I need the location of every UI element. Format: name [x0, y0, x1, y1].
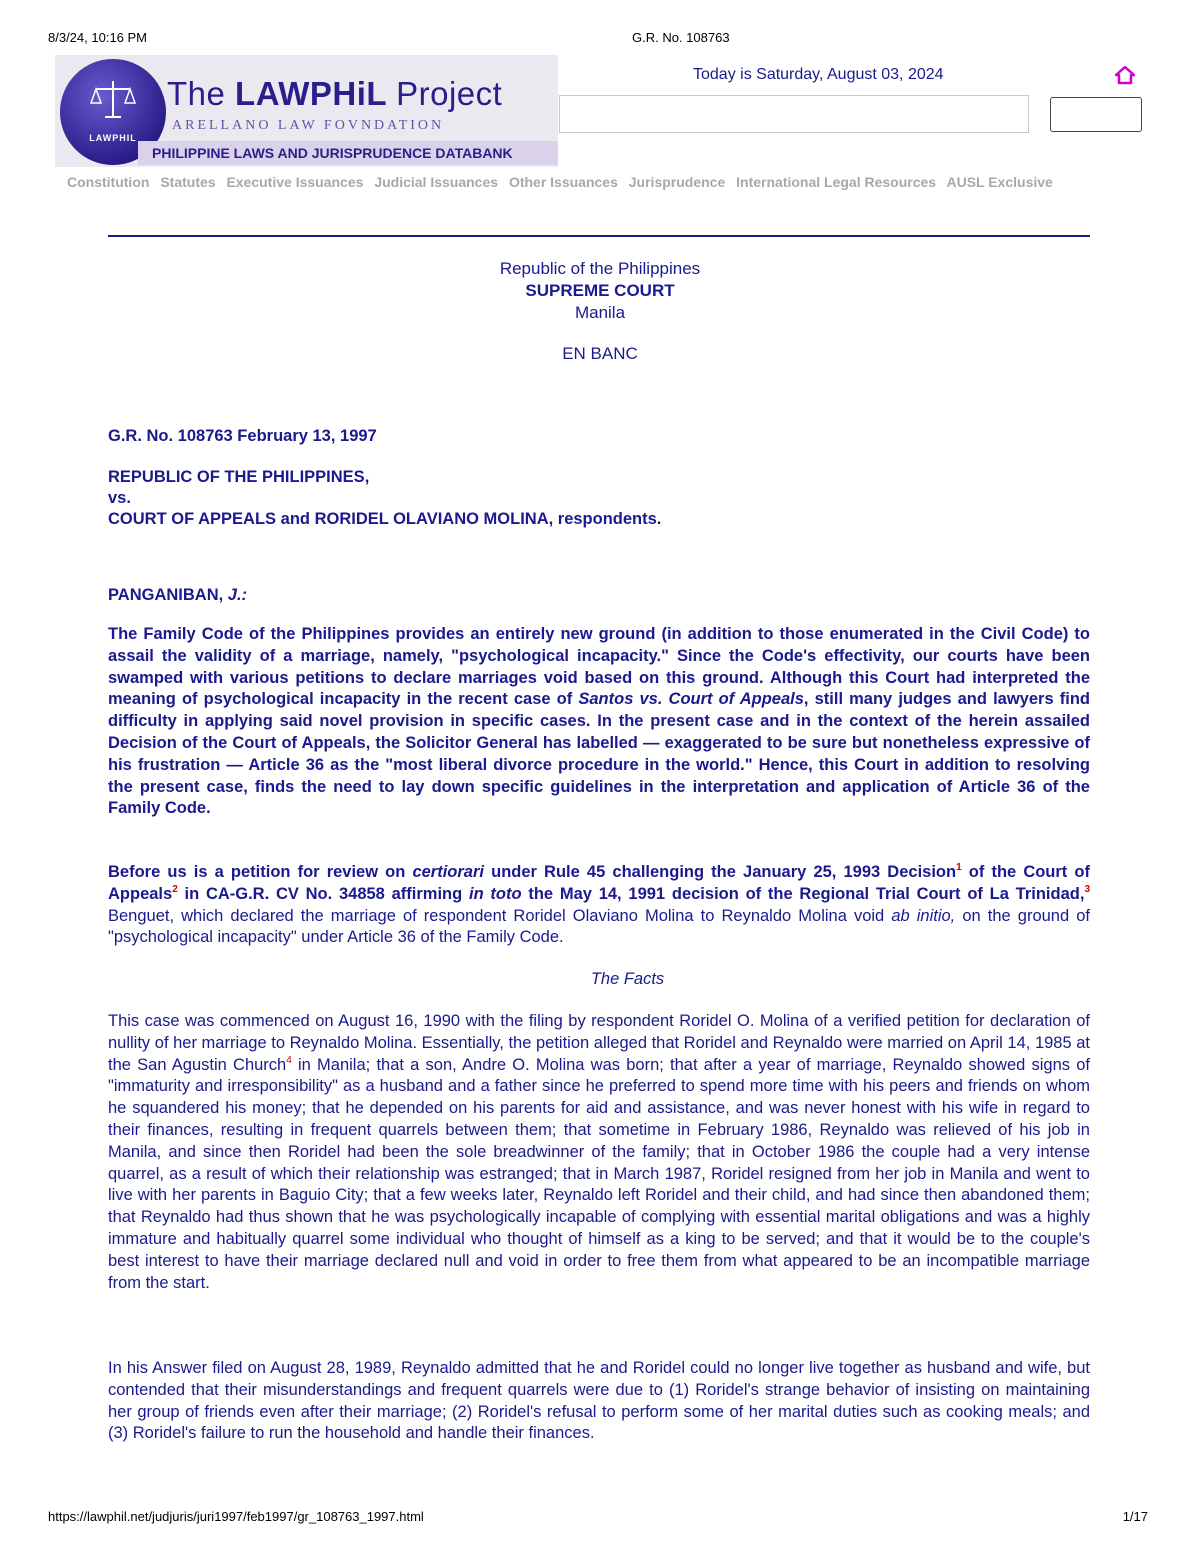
seal-label: LAWPHIL: [89, 133, 137, 143]
site-subtitle: ARELLANO LAW FOVNDATION: [172, 118, 445, 133]
footnote-2-link[interactable]: 2: [172, 883, 178, 895]
court-republic: Republic of the Philippines: [499, 259, 701, 278]
lawphil-banner[interactable]: [55, 55, 558, 167]
nav-jurisprudence[interactable]: Jurisprudence: [628, 174, 726, 190]
site-title: [167, 75, 502, 113]
print-page-number: 1/17: [1122, 1509, 1148, 1524]
title-the: The: [167, 75, 226, 112]
nav-other-issuances[interactable]: Other Issuances: [508, 174, 618, 190]
case-petitioner: REPUBLIC OF THE PHILIPPINES,: [108, 468, 370, 486]
footnote-1-link[interactable]: 1: [956, 862, 962, 873]
nav-international-legal-resources[interactable]: International Legal Resources: [736, 174, 937, 190]
paragraph-facts: This case was commenced on August 16, 1990 with the filing by respondent Roridel O. Molina of a verified petition for declaration of nullity of her marriage to Reynaldo Molina. Essentially, the petition alleged that Roridel and Reynaldo were married on April 14, 1985 at the San Agustin Church$^4$ in Manila; that a son, Andre O. Molina was born; that after a year of marriage, Reynaldo showed signs of "immaturity and irresponsibility" as a husband and a father since he preferred to spend more time with his peers and friends on whom he squandered his money; that he depended on his parents for aid and assistance, and was never honest with his wife in regard to their finances, resulting in frequent quarrels between them; that sometime in February 1986, Reynaldo was relieved of his job in Manila, and since then Roridel had been the sole breadwinner of the family; that in October 1986 the couple had a very intense quarrel, as a result of which their relationship was estranged; that in March 1987, Roridel resigned from her job in Manila and went to live with her parents in Baguio City; that a few weeks later, Reynaldo left Roridel and their child, and had since then abandoned them; that Reynaldo had thus shown that he was psychologically incapable of complying with essential marital obligations and was a highly immature and habitually quarrel some individual who thought of himself as a king to be served; and that it would be to the couple's best interest to have their marriage declared null and void in order to free them from what appeared to be an incompatible marriage from the start.: [108, 1012, 1090, 1292]
case-citation: Santos vs. Court of Appeals: [578, 690, 804, 709]
title-lawphil: LAWPHiL: [235, 75, 387, 112]
paragraph-answer: In his Answer filed on August 28, 1989, Reynaldo admitted that he and Roridel could no longer live together as husband and wife, but contended that their misunderstandings and frequent quarrels were due to (1) Roridel's strange behavior of insisting on maintaining her group of friends even after their marriage; (2) Roridel's refusal to perform some of her marital duties such as cooking meals; and (3) Roridel's failure to run the household and handle their finances.: [108, 1359, 1090, 1443]
home-icon[interactable]: [1115, 65, 1135, 85]
search-button[interactable]: [1050, 97, 1142, 132]
divider: [108, 235, 1090, 237]
nav-judicial-issuances[interactable]: Judicial Issuances: [374, 174, 499, 190]
footnote-4-link[interactable]: 4: [286, 1054, 292, 1066]
case-vs: vs.: [108, 489, 131, 507]
facts-heading: The Facts: [590, 970, 665, 988]
search-input[interactable]: [559, 95, 1029, 133]
case-number: G.R. No. 108763 February 13, 1997: [108, 427, 377, 445]
ponente: [108, 585, 247, 606]
paragraph-intro: The Family Code of the Philippines provides an entirely new ground (in addition to those enumerated in the Civil Code) to assail the validity of a marriage, namely, "psychological incapacity." Since the Code's effectivity, our courts have been swamped with various petitions to declare marriages void based on this ground. Although this Court had interpreted the meaning of psychological incapacity in the recent case of Santos vs. Court of Appeals, still many judges and lawyers find difficulty in applying said novel provision in specific cases. In the present case and in the context of the herein assailed Decision of the Court of Appeals, the Solicitor General has labelled — exaggerated to be sure but nonetheless expressive of his frustration — Article 36 as the "most liberal divorce procedure in the world." Hence, this Court in addition to resolving the present case, finds the need to lay down specific guidelines in the interpretation and application of Article 36 of the Family Code.: [108, 625, 1090, 818]
case-respondents: COURT OF APPEALS and RORIDEL OLAVIANO MOLINA, respondents.: [108, 510, 662, 528]
court-name: SUPREME COURT: [525, 281, 675, 300]
ponente-name: PANGANIBAN,: [108, 586, 224, 604]
paragraph-petition: Before us is a petition for review on certiorari under Rule 45 challenging the January 25, 1993 Decision$^1$ of the Court of Appeals$^2$ in CA-G.R. CV No. 34858 affirming in toto the May 14, 1991 decision of the Regional Trial Court of La Trinidad,$^3$ Benguet, which declared the marriage of respondent Roridel Olaviano Molina to Reynaldo Molina void ab initio, on the ground of "psychological incapacity" under Article 36 of the Family Code.: [108, 862, 1090, 947]
databank-bar: [138, 141, 558, 165]
court-division: EN BANC: [562, 344, 638, 363]
nav-statutes[interactable]: Statutes: [160, 174, 216, 190]
court-city: Manila: [574, 303, 626, 322]
nav-ausl-exclusive[interactable]: AUSL Exclusive: [946, 174, 1053, 190]
footnote-3-link[interactable]: 3: [1084, 883, 1090, 895]
ponente-suffix: J.:: [227, 586, 248, 604]
print-datetime: 8/3/24, 10:16 PM: [48, 30, 148, 45]
title-project: Project: [396, 75, 503, 112]
today-date: Today is Saturday, August 03, 2024: [693, 66, 944, 83]
databank-label: PHILIPPINE LAWS AND JURISPRUDENCE DATABANK: [152, 145, 513, 161]
print-doc-title: G.R. No. 108763: [632, 30, 730, 45]
nav-constitution[interactable]: Constitution: [67, 174, 150, 190]
main-nav: [67, 174, 1060, 190]
nav-executive-issuances[interactable]: Executive Issuances: [226, 174, 364, 190]
scales-of-justice-icon: [90, 77, 136, 123]
print-url: https://lawphil.net/judjuris/juri1997/feb1997/gr_108763_1997.html: [48, 1509, 424, 1524]
